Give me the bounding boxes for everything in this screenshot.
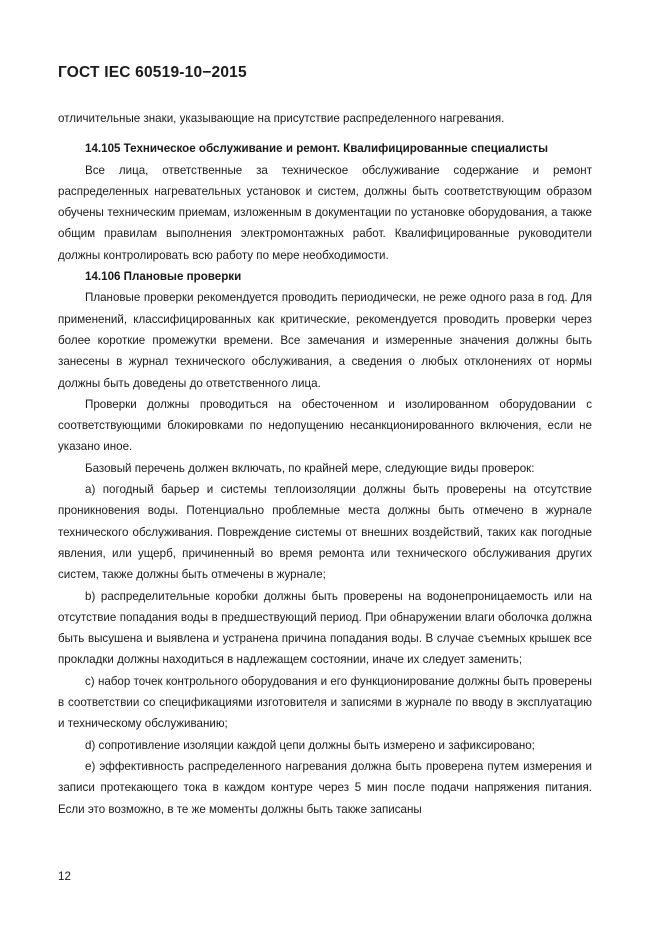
- document-header: ГОСТ IEC 60519-10−2015: [58, 64, 247, 81]
- paragraph-continuation: отличительные знаки, указывающие на присутствие распределенного нагревания.: [58, 112, 505, 125]
- section-heading-14-105: 14.105 Техническое обслуживание и ремонт. Квалифицированные специалисты: [85, 142, 548, 156]
- list-item-c: с) набор точек контрольного оборудования и его функционирование должны быть проверены в соответствии со спецификациями изготовителя и записями в журнале по вводу в эксплуатацию и техническому обслуживанию;: [58, 674, 592, 731]
- paragraph: Проверки должны проводиться на обесточенном и изолированном оборудовании с соответствующими блокировками по недопущению несанкционированного включения, если не указано иное.: [58, 397, 592, 454]
- list-item-d: d) сопротивление изоляции каждой цепи должны быть измерено и зафиксировано;: [85, 738, 535, 752]
- paragraph: Плановые проверки рекомендуется проводить периодически, не реже одного раза в год. Для применений, классифицированных как критические, рекомендуется проводить проверки через более короткие промежутки времени. Все замечания и измеренные значения должны быть занесены в журнал технического обслуживания, а сведения о любых отклонениях от нормы должны быть доведены до ответственного лица.: [58, 291, 592, 390]
- list-item-b: b) распределительные коробки должны быть проверены на водонепроницаемость или на отсутствие попадания воды в предшествующий период. При обнаружении влаги оболочка должна быть высушена и выявлена и устранена причина попадания воды. В случае съемных крышек все прокладки должны находиться в надлежащем состоянии, иначе их следует заменить;: [58, 589, 592, 667]
- list-item-e: е) эффективность распределенного нагревания должна быть проверена путем измерения и записи протекающего тока в каждом контуре через 5 мин после подачи напряжения питания. Если это возможно, в те же моменты должны быть также записаны: [58, 759, 592, 816]
- page-number: 12: [58, 870, 71, 883]
- paragraph: Все лица, ответственные за техническое обслуживание содержание и ремонт распределенных нагревательных установок и систем, должны быть соответствующим образом обучены техническим приемам, изложенным в документации по установке оборудования, а также общим правилам выполнения электромонтажных работ. Квалифицированные руководители должны контролировать всю работу по мере необходимости.: [58, 163, 592, 262]
- document-body: [58, 108, 592, 820]
- list-item-a: а) погодный барьер и системы теплоизоляции должны быть проверены на отсутствие проникновения воды. Потенциально проблемные места должны быть отмечено в журнале технического обслуживания. Повреждение системы от внешних воздействий, таких как погодные явления, или ущерб, причиненный во время ремонта или технического обслуживания других систем, также должны быть отмечены в журнале;: [58, 483, 592, 582]
- paragraph: Базовый перечень должен включать, по крайней мере, следующие виды проверок:: [85, 461, 535, 475]
- section-heading-14-106: 14.106 Плановые проверки: [85, 270, 242, 284]
